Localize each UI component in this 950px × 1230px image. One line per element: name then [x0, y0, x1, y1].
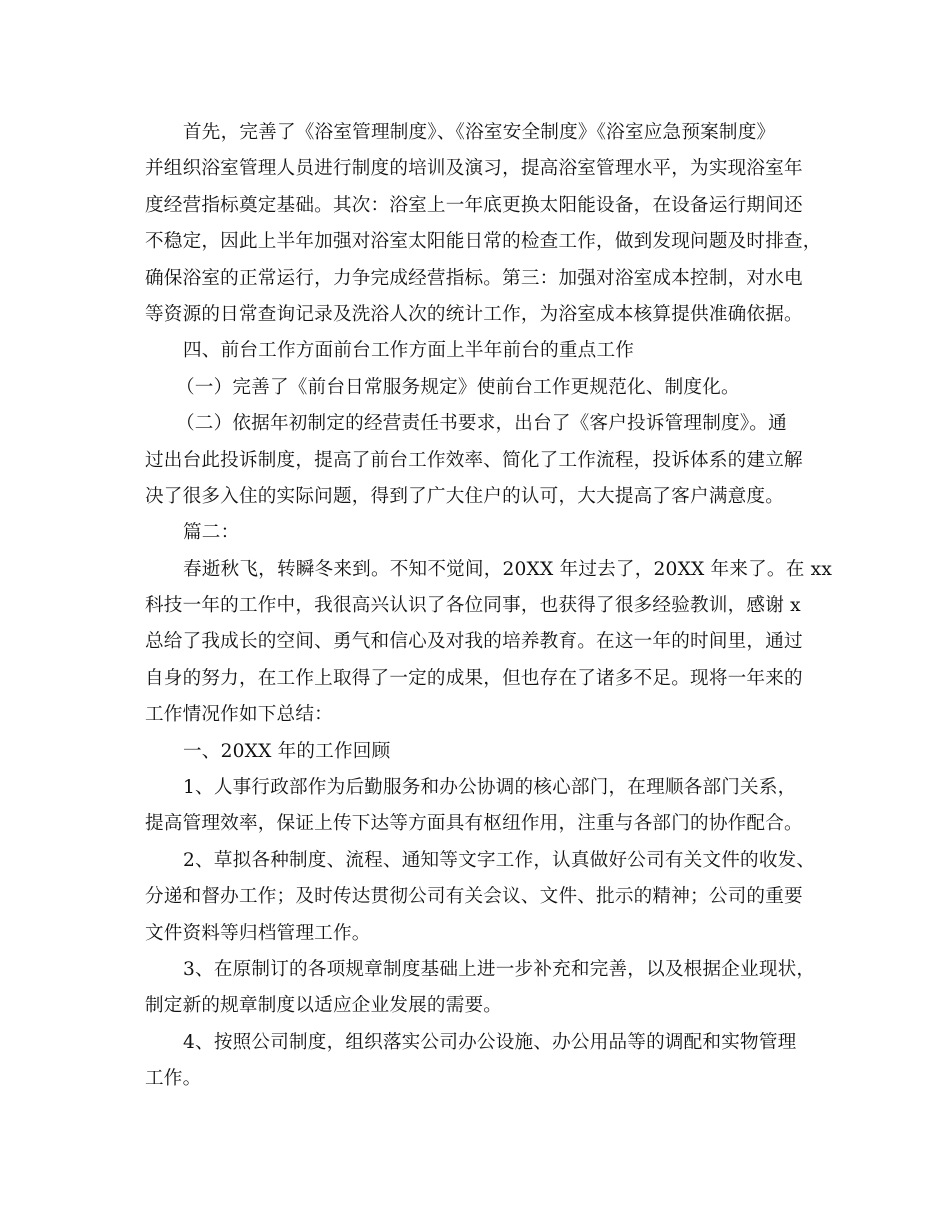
text-line: 确保浴室的正常运行，力争完成经营指标。第三：加强对浴室成本控制，对水电: [145, 267, 803, 289]
text-line: 篇二：: [183, 522, 240, 544]
text-line: 总给了我成长的空间、勇气和信心及对我的培养教育。在这一年的时间里，通过: [145, 631, 803, 653]
text-line: 1、人事行政部作为后勤服务和办公协调的核心部门，在理顺各部门关系，: [183, 777, 797, 799]
text-line: （一）完善了《前台日常服务规定》使前台工作更规范化、制度化。: [176, 376, 740, 398]
text-line: 文件资料等归档管理工作。: [145, 922, 371, 944]
text-line: 分递和督办工作；及时传达贯彻公司有关会议、文件、批示的精神；公司的重要: [145, 886, 803, 908]
text-line: 四、前台工作方面前台工作方面上半年前台的重点工作: [183, 340, 635, 362]
text-line: 决了很多入住的实际问题，得到了广大住户的认可，大大提高了客户满意度。: [145, 485, 784, 507]
text-line: 自身的努力，在工作上取得了一定的成果，但也存在了诸多不足。现将一年来的: [145, 667, 803, 689]
text-line: 4、按照公司制度，组织落实公司办公设施、办公用品等的调配和实物管理: [183, 1031, 797, 1053]
text-line: 过出台此投诉制度，提高了前台工作效率、简化了工作流程，投诉体系的建立解: [145, 449, 803, 471]
text-line: 工作。: [145, 1068, 202, 1090]
text-line: 提高管理效率，保证上传下达等方面具有枢纽作用，注重与各部门的协作配合。: [145, 813, 803, 835]
text-line: 3、在原制订的各项规章制度基础上进一步补充和完善，以及根据企业现状，: [183, 958, 816, 980]
text-line: 制定新的规章制度以适应企业发展的需要。: [145, 995, 503, 1017]
document-body: [145, 115, 833, 1098]
text-line: 不稳定，因此上半年加强对浴室太阳能日常的检查工作，做到发现问题及时排查，: [145, 231, 822, 253]
text-line: 等资源的日常查询记录及洗浴人次的统计工作，为浴室成本核算提供准确依据。: [145, 303, 803, 325]
text-line: 并组织浴室管理人员进行制度的培训及演习，提高浴室管理水平，为实现浴室年: [145, 158, 803, 180]
text-line: 工作情况作如下总结：: [145, 704, 333, 726]
text-line: 一、20XX 年的工作回顾: [183, 740, 391, 762]
text-line: 2、草拟各种制度、流程、通知等文字工作，认真做好公司有关文件的收发、: [183, 849, 816, 871]
text-line: 春逝秋飞，转瞬冬来到。不知不觉间，20XX 年过去了，20XX 年来了。在 xx: [183, 558, 833, 580]
text-line: 度经营指标奠定基础。其次：浴室上一年底更换太阳能设备，在设备运行期间还: [145, 194, 803, 216]
text-line: 科技一年的工作中，我很高兴认识了各位同事，也获得了很多经验教训，感谢 x: [145, 595, 801, 617]
text-line: （二）依据年初制定的经营责任书要求，出台了《客户投诉管理制度》。通: [176, 413, 787, 435]
text-line: 首先，完善了《浴室管理制度》、《浴室安全制度》《浴室应急预案制度》: [183, 122, 776, 143]
